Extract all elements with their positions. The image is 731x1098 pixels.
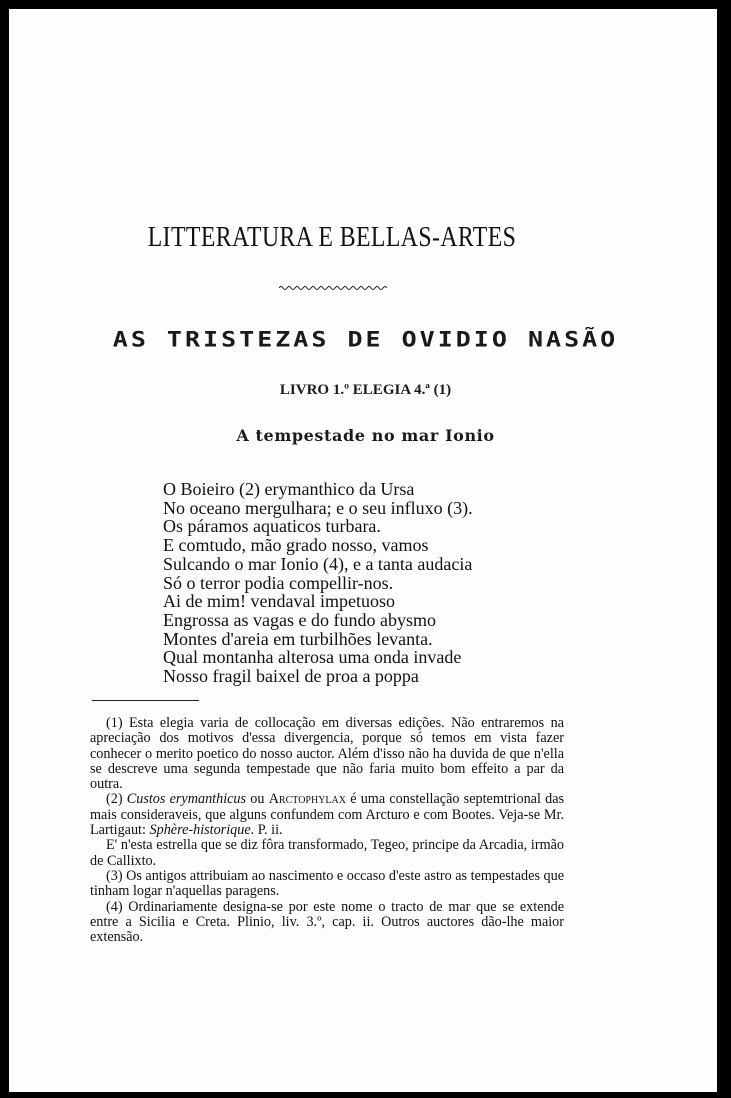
poem-line: O Boieiro (2) erymanthico da Ursa xyxy=(163,479,415,499)
poem-line: Montes d'areia em turbilhões levanta. xyxy=(163,628,433,649)
footnote-2-book-title: Sphère-historique xyxy=(149,822,251,839)
section-title: LITTERATURA E BELLAS-ARTES xyxy=(147,221,517,253)
scan-border-top xyxy=(0,0,731,9)
poem-line: Só o terror podia compellir-nos. xyxy=(163,572,394,593)
poem-line: Engrossa as vagas e do fundo abysmo xyxy=(163,609,436,630)
poem-line: Nosso fragil baixel de proa a poppa xyxy=(163,666,419,687)
scan-border-left xyxy=(0,0,9,1098)
footnote-2-or: ou xyxy=(250,791,265,808)
footnotes xyxy=(90,716,564,945)
poem-line: E comtudo, mão grado nosso, vamos xyxy=(163,535,429,556)
poem-line: Sulcando o mar Ionio (4), e a tanta audacia xyxy=(163,553,473,574)
footnote-2-page-ref: . P. ii. xyxy=(250,822,283,839)
scan-border-right xyxy=(717,0,731,1098)
footnote-2-number: (2) xyxy=(106,791,123,808)
footnote-2-italic-term: Custos erymanthicus xyxy=(126,791,247,808)
footnote-3: (3) Os antigos attribuiam ao nascimento e occaso d'este astro as tempestades que tinham logar n'aquellas paragens. xyxy=(90,867,564,900)
poem-line: Ai de mim! vendaval impetuoso xyxy=(163,591,395,612)
footnote-2-text: é uma constellação septemtrional das mais consideraveis, que alguns confundem com Arcturo e com Bootes. Veja-se Mr. Lartigaut: xyxy=(90,791,565,839)
footnote-separator xyxy=(92,700,199,701)
poem-stanza xyxy=(163,480,523,686)
footnote-1: (1) Esta elegia varia de collocação em diversas edições. Não entraremos na apreciação dos motivos d'essa divergencia, porque só temos em vista fazer conhecer o merito poetico do nosso auctor. Além d'isso não ha duvida de que n'ella se descreve uma segunda tempestade que não faria muito bom effeito a par da outra. xyxy=(90,715,564,793)
footnote-4: (4) Ordinariamente designa-se por este nome o tracto de mar que se extende entre a Sicilia e Creta. Plinio, liv. 3.º, cap. ii. Outros auctores dão-lhe maior extensão. xyxy=(90,898,564,946)
footnote-2 xyxy=(90,792,564,838)
scan-border-bottom xyxy=(0,1092,731,1098)
book-elegy-line: LIVRO 1.º ELEGIA 4.ª (1) xyxy=(279,382,452,398)
poem-line: Os páramos aquaticos turbara. xyxy=(163,516,381,537)
footnote-2-arctophylax: Arctophylax xyxy=(268,791,346,808)
poem-line: No oceano mergulhara; e o seu influxo (3). xyxy=(163,497,473,518)
poem-title: A tempestade no mar Ionio xyxy=(236,426,495,445)
footnote-2-continuation: E' n'esta estrella que se diz fôra transformado, Tegeo, principe da Arcadia, irmão de Callixto. xyxy=(90,837,564,869)
poem-line: Qual montanha alterosa uma onda invade xyxy=(163,647,462,668)
main-title: AS TRISTEZAS DE OVIDIO NASÃO xyxy=(112,327,619,352)
wavy-rule-ornament xyxy=(279,284,387,292)
